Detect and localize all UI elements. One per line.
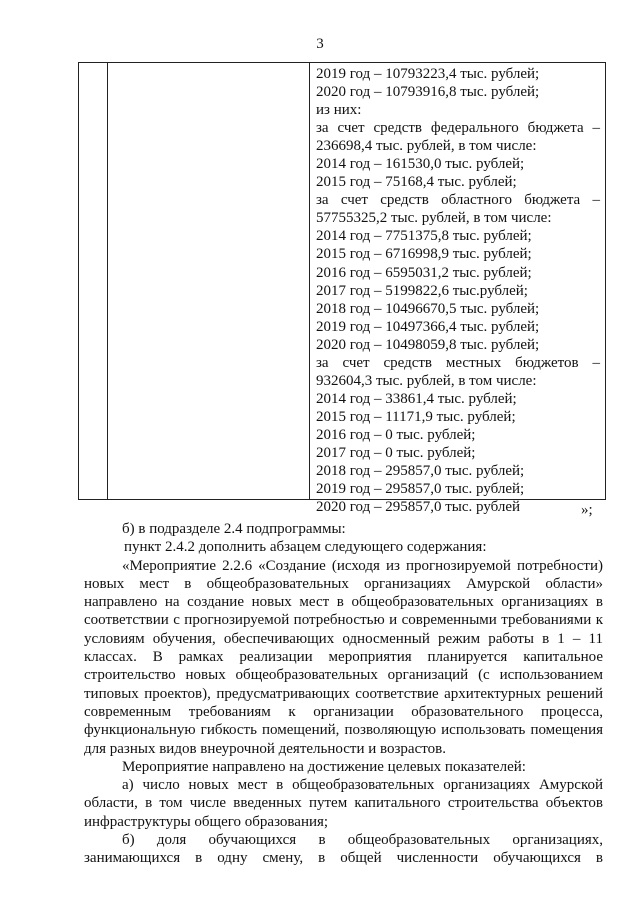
funding-line: 2016 год – 6595031,2 тыс. рублей; (316, 264, 532, 281)
funding-line: из них: (316, 102, 362, 119)
funding-line: за счет средств федерального бюджета – (316, 120, 600, 137)
closing-quote: »; (581, 502, 593, 518)
funding-line: 2020 год – 295857,0 тыс. рублей (316, 499, 521, 516)
funding-line: 2014 год – 161530,0 тыс. рублей; (316, 156, 525, 173)
funding-line: 2017 год – 5199822,6 тыс.рублей; (316, 282, 528, 299)
funding-line: 2014 год – 7751375,8 тыс. рублей; (316, 228, 532, 245)
funding-line: 2020 год – 10498059,8 тыс. рублей; (316, 336, 540, 353)
paragraph: б) доля обучающихся в общеобразовательных организациях, занимающихся в одну смену, в общей численности обучающихся в (84, 832, 603, 867)
table-column-divider (309, 63, 310, 499)
funding-line: 2019 год – 10793223,4 тыс. рублей; (316, 66, 540, 82)
funding-line: 2020 год – 10793916,8 тыс. рублей; (316, 84, 540, 101)
funding-line: 236698,4 тыс. рублей, в том числе: (316, 138, 537, 155)
funding-line: 932604,3 тыс. рублей, в том числе: (316, 372, 537, 389)
paragraph: а) число новых мест в общеобразовательных организациях Амурской области, в том числе введенных путем капитального строительства объектов инфраструктуры общего образования; (84, 777, 603, 830)
funding-line: 2016 год – 0 тыс. рублей; (316, 426, 476, 443)
funding-line: 2019 год – 295857,0 тыс. рублей; (316, 481, 525, 498)
funding-line: 2015 год – 75168,4 тыс. рублей; (316, 174, 517, 191)
funding-line: за счет средств областного бюджета – (316, 192, 600, 209)
funding-line: 2018 год – 295857,0 тыс. рублей; (316, 463, 525, 480)
paragraph: «Мероприятие 2.2.6 «Создание (исходя из прогнозируемой потребности) новых мест в общеобразовательных организациях Амурской области» направлено на создание новых мест в общеобразовательных организациях в соответствии с прогнозируемой потребностью и современными требованиями к условиям обучения, обеспечивающих односменный режим работы в 1 – 11 классах. В рамках реализации мероприятия планируется капитальное строительство новых общеобразовательных организаций (с использованием типовых проектов), предусматривающих соответствие архитектурных решений современным требованиям к организации образовательного процесса, функциональную гибкость помещений, позволяющую использовать помещения для разных видов внеурочной деятельности и возрастов. (84, 557, 603, 757)
funding-line: 2014 год – 33861,4 тыс. рублей; (316, 390, 517, 407)
paragraph: пункт 2.4.2 дополнить абзацем следующего содержания: (124, 539, 487, 556)
funding-line: за счет средств местных бюджетов – (316, 354, 600, 371)
funding-line: 57755325,2 тыс. рублей, в том числе: (316, 210, 552, 227)
funding-cell (316, 65, 600, 516)
paragraph: Мероприятие направлено на достижение целевых показателей: (122, 758, 526, 775)
document-body (84, 520, 603, 868)
funding-line: 2015 год – 6716998,9 тыс. рублей; (316, 246, 532, 263)
page-number: 3 (316, 36, 324, 52)
funding-line: 2019 год – 10497366,4 тыс. рублей; (316, 318, 540, 335)
funding-line: 2017 год – 0 тыс. рублей; (316, 444, 476, 461)
funding-line: 2018 год – 10496670,5 тыс. рублей; (316, 300, 540, 317)
table-column-divider (107, 63, 108, 499)
budget-table (78, 62, 606, 516)
funding-line: 2015 год – 11171,9 тыс. рублей; (316, 408, 516, 425)
paragraph: б) в подразделе 2.4 подпрограммы: (122, 521, 346, 537)
